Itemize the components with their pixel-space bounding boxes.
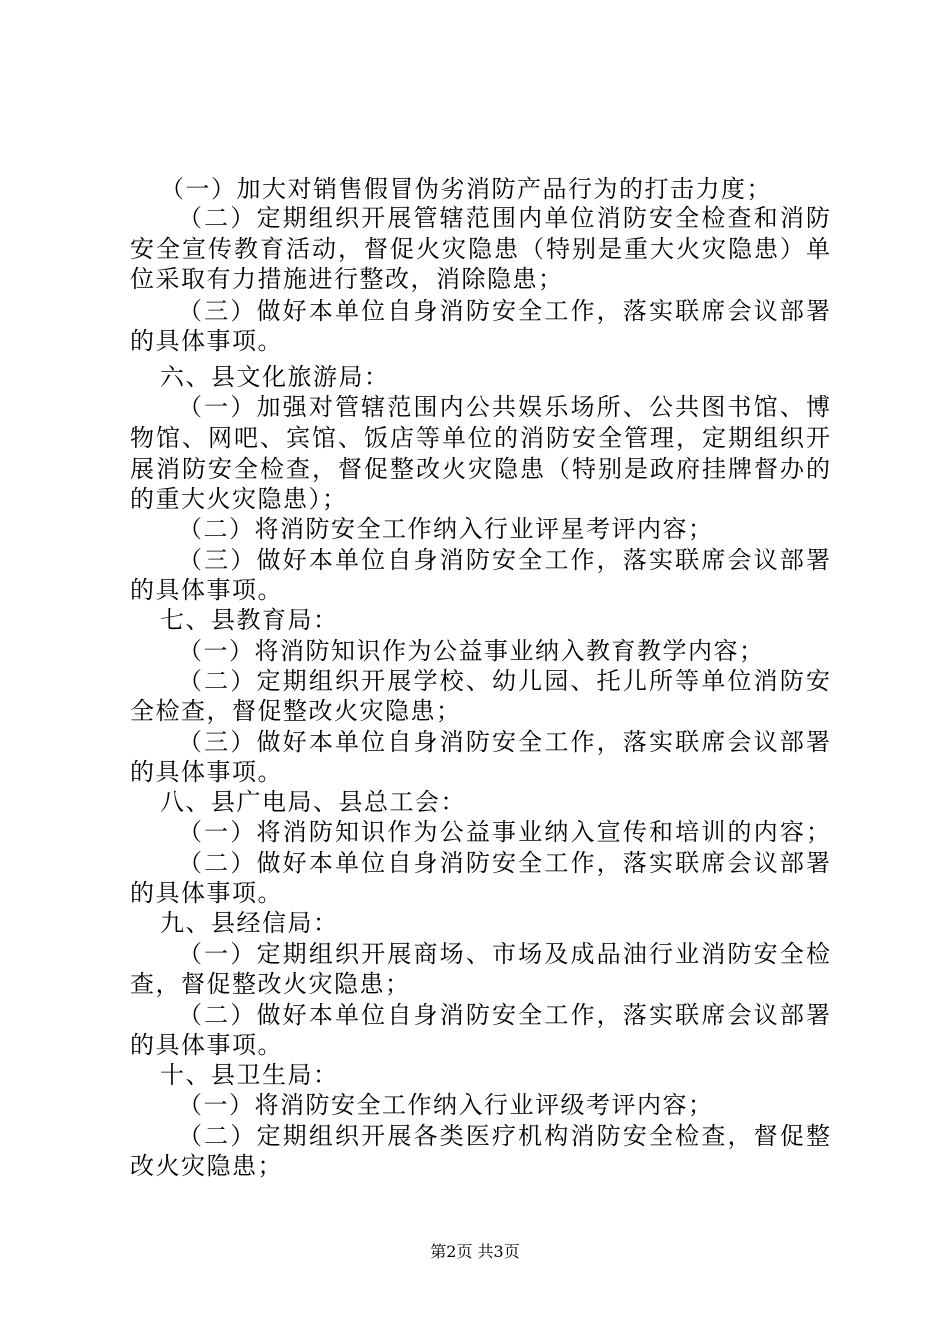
text-line: 查，督促整改火灾隐患； — [130, 970, 411, 998]
text-line: （二）定期组织开展管辖范围内单位消防安全检查和消防 — [178, 204, 833, 232]
section-heading: 七、县教育局： — [160, 606, 339, 634]
page-footer: 第2页 共3页 — [430, 1242, 520, 1261]
text-line: （一）将消防安全工作纳入行业评级考评内容； — [178, 1091, 714, 1119]
text-line: 物馆、网吧、宾馆、饭店等单位的消防安全管理，定期组织开 — [130, 424, 832, 452]
text-line: 展消防安全检查，督促整改火灾隐患（特别是政府挂牌督办的 — [130, 455, 832, 483]
text-line: 改火灾隐患； — [130, 1152, 283, 1180]
text-line: 的具体事项。 — [130, 1031, 283, 1059]
text-line: （二）定期组织开展各类医疗机构消防安全检查，督促整 — [178, 1122, 833, 1150]
text-line: 全检查，督促整改火灾隐患； — [130, 697, 462, 725]
text-line: 的具体事项。 — [130, 327, 283, 355]
section-heading: 十、县卫生局： — [160, 1061, 339, 1089]
text-line: （二）做好本单位自身消防安全工作，落实联席会议部署 — [178, 1001, 833, 1029]
text-line: （一）定期组织开展商场、市场及成品油行业消防安全检 — [178, 940, 833, 968]
text-line: 的具体事项。 — [130, 758, 283, 786]
text-line: （一）将消防知识作为公益事业纳入宣传和培训的内容； — [178, 818, 833, 846]
text-line: （二）定期组织开展学校、幼儿园、托儿所等单位消防安 — [178, 667, 833, 695]
text-line: 的具体事项。 — [130, 576, 283, 604]
text-line: （一）加强对管辖范围内公共娱乐场所、公共图书馆、博 — [178, 393, 833, 421]
text-line: 的重大火灾隐患）； — [130, 485, 348, 513]
section-heading: 六、县文化旅游局： — [160, 363, 390, 391]
text-line: （一）加大对销售假冒伪劣消防产品行为的打击力度； — [160, 175, 772, 203]
text-line: 安全宣传教育活动，督促火灾隐患（特别是重大火灾隐患）单 — [130, 235, 832, 263]
section-heading: 九、县经信局： — [160, 909, 339, 937]
section-heading: 八、县广电局、县总工会： — [160, 788, 466, 816]
text-line: 位采取有力措施进行整改，消除隐患； — [130, 265, 564, 293]
text-line: （三）做好本单位自身消防安全工作，落实联席会议部署 — [178, 728, 833, 756]
text-line: （一）将消防知识作为公益事业纳入教育教学内容； — [178, 637, 765, 665]
text-line: （三）做好本单位自身消防安全工作，落实联席会议部署 — [178, 297, 833, 325]
text-line: （三）做好本单位自身消防安全工作，落实联席会议部署 — [178, 546, 833, 574]
text-line: （二）将消防安全工作纳入行业评星考评内容； — [178, 515, 714, 543]
text-line: 的具体事项。 — [130, 879, 283, 907]
text-line: （二）做好本单位自身消防安全工作，落实联席会议部署 — [178, 849, 833, 877]
